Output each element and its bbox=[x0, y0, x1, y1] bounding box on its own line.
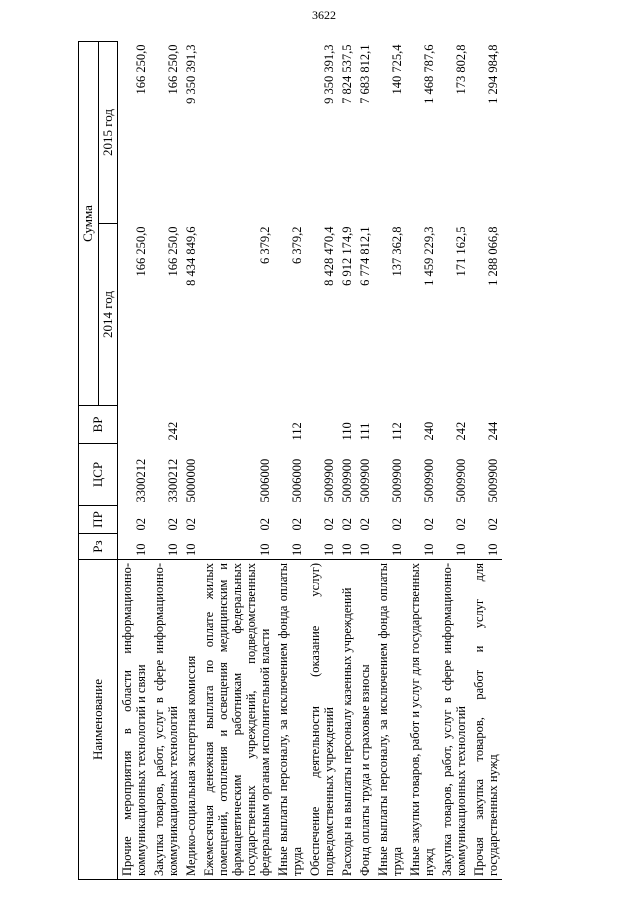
row-sum-2014: 6 379,2 bbox=[290, 226, 305, 264]
row-csr: 5006000 bbox=[290, 458, 305, 503]
row-pr: 02 bbox=[390, 518, 405, 531]
row-rz: 10 bbox=[454, 543, 469, 556]
row-pr: 02 bbox=[290, 518, 305, 531]
row-name: Иные закупки товаров, работ и услуг для государственных нужд bbox=[406, 560, 438, 880]
row-sum-2014: 6 774 812,1 bbox=[358, 226, 373, 286]
row-sum-2014: 1 288 066,8 bbox=[486, 226, 501, 286]
row-vr bbox=[118, 406, 151, 444]
row-sum-2014: 8 434 849,6 bbox=[184, 226, 199, 286]
row-csr: 5009900 bbox=[422, 458, 437, 503]
row-name: Ежемесячная денежная выплата по оплате жилых помещений, отопления и освещения медицинским и фармацевтическим работникам федеральных государственных учреждений, подведомственных федеральным органам исполнительной власти bbox=[200, 560, 274, 880]
row-pr: 02 bbox=[422, 518, 437, 531]
row-pr: 02 bbox=[258, 518, 273, 531]
row-sum-2014: 6 912 174,9 bbox=[340, 226, 355, 286]
row-pr: 02 bbox=[340, 518, 355, 531]
row-pr: 02 bbox=[486, 518, 501, 531]
budget-table bbox=[78, 41, 502, 880]
header-2015: 2015 год bbox=[98, 42, 118, 224]
row-csr: 3300212 bbox=[134, 458, 149, 503]
row-csr: 3300212 bbox=[166, 458, 181, 503]
row-sum-2015: 1 468 787,6 bbox=[422, 44, 437, 104]
row-vr: 242 bbox=[166, 421, 181, 441]
row-sum-2014: 8 428 470,4 bbox=[322, 226, 337, 286]
row-vr bbox=[182, 406, 200, 444]
row-rz: 10 bbox=[422, 543, 437, 556]
row-sum-2015: 7 683 812,1 bbox=[358, 44, 373, 104]
row-name: Закупка товаров, работ, услуг в сфере информационно-коммуникационных технологий bbox=[438, 560, 470, 880]
table-row bbox=[306, 42, 338, 880]
header-sum: Сумма bbox=[79, 42, 99, 406]
table-row bbox=[150, 42, 182, 880]
row-csr: 5006000 bbox=[258, 458, 273, 503]
row-sum-2015 bbox=[200, 42, 274, 224]
table-row bbox=[118, 42, 151, 880]
row-name: Иные выплаты персоналу, за исключением фонда оплаты труда bbox=[274, 560, 306, 880]
row-sum-2015: 7 824 537,5 bbox=[340, 44, 355, 104]
row-sum-2014: 166 250,0 bbox=[166, 226, 181, 277]
table-row bbox=[438, 42, 470, 880]
row-sum-2014: 137 362,8 bbox=[390, 226, 405, 277]
row-rz: 10 bbox=[184, 543, 199, 556]
row-sum-2014: 1 459 229,3 bbox=[422, 226, 437, 286]
row-rz: 10 bbox=[322, 543, 337, 556]
row-vr: 112 bbox=[290, 422, 305, 441]
row-sum-2015: 166 250,0 bbox=[134, 44, 149, 95]
row-name: Обеспечение деятельности (оказание услуг) подведомственных учреждений bbox=[306, 560, 338, 880]
header-2014: 2014 год bbox=[98, 224, 118, 406]
row-sum-2015: 9 350 391,3 bbox=[184, 44, 199, 104]
row-pr: 02 bbox=[322, 518, 337, 531]
row-pr: 02 bbox=[134, 518, 149, 531]
row-rz: 10 bbox=[290, 543, 305, 556]
row-rz: 10 bbox=[486, 543, 501, 556]
row-pr: 02 bbox=[184, 518, 199, 531]
row-sum-2015: 166 250,0 bbox=[166, 44, 181, 95]
row-csr: 5009900 bbox=[358, 458, 373, 503]
table-row bbox=[338, 42, 356, 880]
table-row bbox=[374, 42, 406, 880]
table-row bbox=[470, 42, 502, 880]
row-csr: 5009900 bbox=[340, 458, 355, 503]
table-row bbox=[274, 42, 306, 880]
row-sum-2015: 9 350 391,3 bbox=[322, 44, 337, 104]
row-sum-2015 bbox=[274, 42, 306, 224]
table-row bbox=[200, 42, 274, 880]
row-name: Прочая закупка товаров, работ и услуг для государственных нужд bbox=[470, 560, 502, 880]
row-vr: 110 bbox=[340, 422, 355, 441]
row-name: Медико-социальная экспертная комиссия bbox=[182, 560, 200, 880]
row-vr: 242 bbox=[454, 421, 469, 441]
row-name: Иные выплаты персоналу, за исключением фонда оплаты труда bbox=[374, 560, 406, 880]
header-vr: ВР bbox=[79, 406, 118, 444]
row-sum-2015: 173 802,8 bbox=[454, 44, 469, 95]
row-name: Прочие мероприятия в области информационно-коммуникационных технологий и связи bbox=[118, 560, 151, 880]
row-rz: 10 bbox=[166, 543, 181, 556]
row-rz: 10 bbox=[134, 543, 149, 556]
row-vr: 111 bbox=[358, 422, 373, 441]
row-pr: 02 bbox=[358, 518, 373, 531]
row-sum-2015: 140 725,4 bbox=[390, 44, 405, 95]
row-sum-2014: 166 250,0 bbox=[134, 226, 149, 277]
row-csr: 5009900 bbox=[454, 458, 469, 503]
row-vr bbox=[306, 406, 338, 444]
table-row bbox=[182, 42, 200, 880]
page-number: 3622 bbox=[312, 8, 336, 22]
row-name: Фонд оплаты труда и страховые взносы bbox=[356, 560, 374, 880]
table-header bbox=[79, 42, 118, 880]
row-name: Закупка товаров, работ, услуг в сфере информационно-коммуникационных технологий bbox=[150, 560, 182, 880]
row-sum-2015: 1 294 984,8 bbox=[486, 44, 501, 104]
row-rz: 10 bbox=[358, 543, 373, 556]
header-csr: ЦСР bbox=[79, 444, 118, 506]
row-csr: 5009900 bbox=[322, 458, 337, 503]
row-sum-2014: 6 379,2 bbox=[258, 226, 273, 264]
row-sum-2014: 171 162,5 bbox=[454, 226, 469, 277]
row-rz: 10 bbox=[258, 543, 273, 556]
row-rz: 10 bbox=[390, 543, 405, 556]
header-name: Наименование bbox=[79, 560, 118, 880]
header-pr: ПР bbox=[79, 506, 118, 534]
row-rz: 10 bbox=[340, 543, 355, 556]
row-vr bbox=[200, 406, 274, 444]
row-vr: 112 bbox=[390, 422, 405, 441]
row-pr: 02 bbox=[454, 518, 469, 531]
row-csr: 5000000 bbox=[184, 458, 199, 503]
header-rz: Рз bbox=[79, 534, 118, 560]
row-name: Расходы на выплаты персоналу казенных учреждений bbox=[338, 560, 356, 880]
row-pr: 02 bbox=[166, 518, 181, 531]
row-csr: 5009900 bbox=[390, 458, 405, 503]
row-vr: 244 bbox=[486, 421, 501, 441]
row-csr: 5009900 bbox=[486, 458, 501, 503]
table-row bbox=[356, 42, 374, 880]
row-vr: 240 bbox=[422, 421, 437, 441]
table-row bbox=[406, 42, 438, 880]
table-body bbox=[118, 42, 503, 880]
rotated-page bbox=[78, 42, 598, 880]
